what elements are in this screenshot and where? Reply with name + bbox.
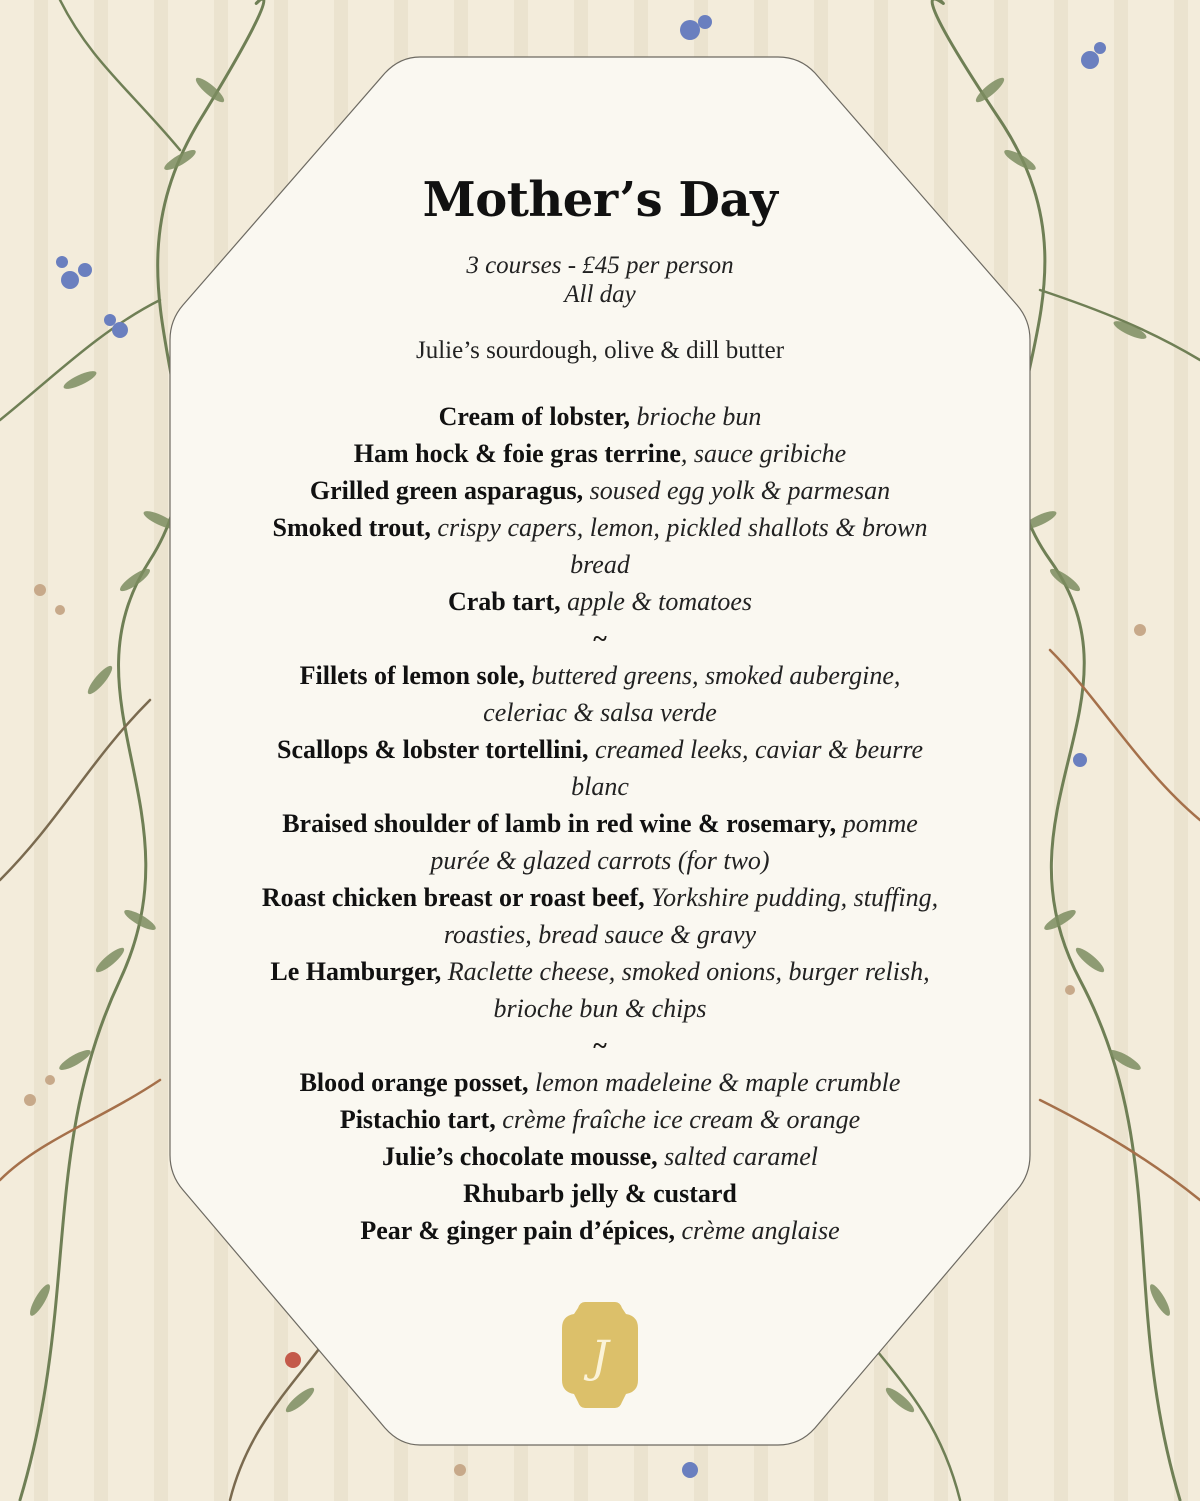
dessert-item: Pistachio tart, crème fraîche ice cream & orange: [339, 1105, 861, 1134]
main-item: Braised shoulder of lamb in red wine & rosemary, pomme purée & glazed carrots (for two): [282, 809, 918, 875]
dessert-item: Blood orange posset, lemon madeleine & maple crumble: [299, 1068, 901, 1097]
main-item: Le Hamburger, Raclette cheese, smoked onions, burger relish, brioche bun & chips: [270, 957, 930, 1023]
svg-text:J: J: [591, 1332, 609, 1383]
starter-item: Cream of lobster, brioche bun: [438, 402, 762, 431]
time-line: All day: [564, 281, 636, 308]
main-item: Fillets of lemon sole, buttered greens, smoked aubergine, celeriac & salsa verde: [299, 661, 901, 727]
menu-list: [180, 398, 1020, 1249]
dessert-item: Rhubarb jelly & custard: [463, 1179, 737, 1208]
dessert-item: Pear & ginger pain d’épices, crème anglaise: [360, 1216, 840, 1245]
course-separator: ~: [593, 624, 607, 653]
starter-item: Smoked trout, crispy capers, lemon, pickled shallots & brown bread: [272, 513, 928, 579]
price-line: 3 courses - £45 per person: [466, 252, 734, 279]
bread-line: Julie’s sourdough, olive & dill butter: [415, 337, 785, 364]
starter-item: Grilled green asparagus, soused egg yolk & parmesan: [309, 476, 891, 505]
main-item: Roast chicken breast or roast beef, Yorkshire pudding, stuffing, roasties, bread sauce & gravy: [261, 883, 939, 949]
starter-item: Ham hock & foie gras terrine, sauce gribiche: [353, 439, 847, 468]
julies-logo-icon: [560, 1300, 640, 1410]
course-separator: ~: [593, 1031, 607, 1060]
dessert-item: Julie’s chocolate mousse, salted caramel: [382, 1142, 818, 1171]
page-title: Mother’s Day: [422, 172, 778, 228]
main-item: Scallops & lobster tortellini, creamed leeks, caviar & beurre blanc: [276, 735, 924, 801]
starter-item: Crab tart, apple & tomatoes: [447, 587, 752, 616]
